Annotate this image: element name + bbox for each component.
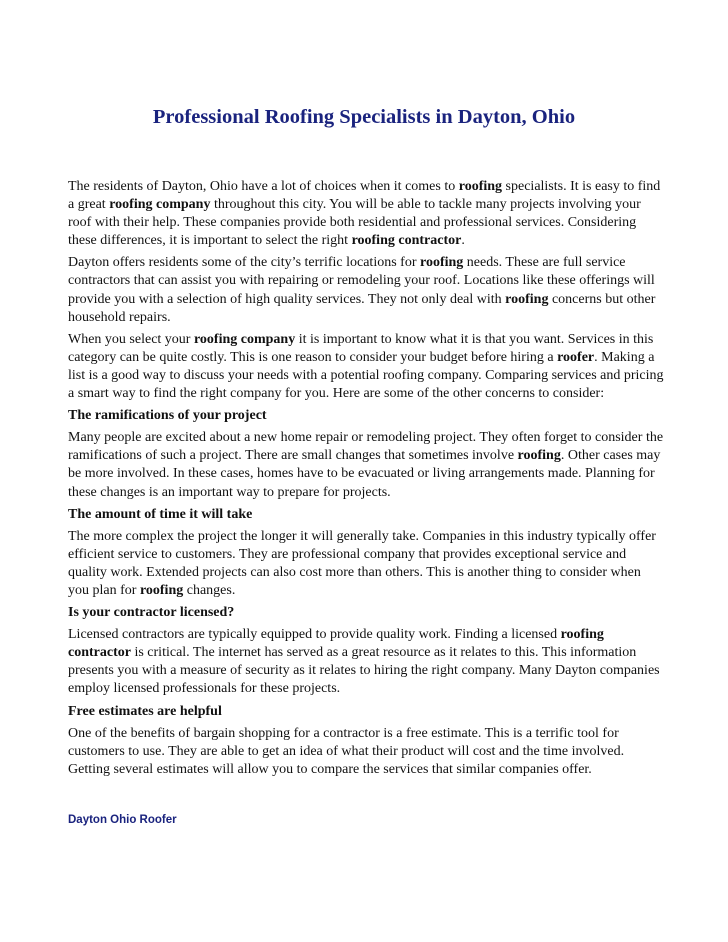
locations-paragraph [68,254,664,326]
keyword-roofing-contractor: roofing contractor [351,233,462,249]
page-title: Professional Roofing Specialists in Dayton, Ohio [152,106,576,128]
dayton-ohio-roofer-link[interactable]: Dayton Ohio Roofer [68,814,177,826]
intro-paragraph [68,178,664,250]
text-run: . Making a list is a good way to discuss your needs with a potential roofing company. Comparing services and pricing a smart way to find the right company for you. Here are some of the other concerns to consider: [68,349,664,402]
section-heading-licensed [68,604,664,622]
text-run: throughout this city. You will be able to tackle many projects involving your roof with their help. These companies provide both residential and professional services. Considering these differences, it is important to select the right [68,197,641,249]
keyword-roofing: roofing [458,179,503,194]
text-run: specialists. It is easy to find a great [68,179,661,213]
estimates-paragraph [68,725,664,779]
ramifications-paragraph [68,429,664,501]
keyword-roofing: roofing [517,448,561,464]
keyword-roofing-contractor: roofing contractor [68,627,604,661]
text-run: The more complex the project the longer it will generally take. Companies in this industry typically offer efficient service to customers. They are professional company that provides exceptional service and quality work. Extended projects can also cost more than others. This is another thing to consider when you plan for [68,528,656,598]
text-run: it is important to know what it is that you want. Services in this category can be quite costly. This is one reason to consider your budget before hiring a [68,331,654,365]
licensed-paragraph [68,626,664,698]
section-heading-text: The amount of time it will take [68,506,253,522]
section-heading-text: The ramifications of your project [68,408,267,424]
text-run: The residents of Dayton, Ohio have a lot of choices when it comes to [68,179,459,194]
text-run: changes. [183,582,236,598]
text-run: needs. These are full service contractors that can assist you with repairing or remodeling your roof. Locations like these offerings will provide you with a selection of high quality services. They not only deal with [68,255,655,307]
time-paragraph [68,528,664,600]
section-heading-estimates [68,703,664,721]
text-run: is critical. The internet has served as a great resource as it relates to this. This information presents you with a measure of security as it relates to hiring the right company. Many Dayton companies employ licensed professionals for these projects. [68,645,660,697]
keyword-roofing: roofing [419,255,464,271]
text-run: Dayton offers residents some of the city’s terrific locations for [68,255,420,271]
section-heading-ramifications [68,407,664,425]
article-body [68,178,664,783]
keyword-roofing: roofing [505,291,549,307]
keyword-roofing-company: roofing company [109,197,211,213]
text-run: Licensed contractors are typically equipped to provide quality work. Finding a licensed [68,627,561,643]
selection-paragraph [68,331,664,403]
keyword-roofing-company: roofing company [193,331,296,347]
keyword-roofing: roofing [139,582,184,598]
text-run: Many people are excited about a new home repair or remodeling project. They often forget to consider the ramifications of such a project. There are small changes that sometimes involve [68,430,664,464]
text-run: . Other cases may be more involved. In these cases, homes have to be evacuated or living arrangements made. Planning for these changes is an important way to prepare for projects. [68,448,661,500]
section-heading-time [68,506,664,524]
text-run: One of the benefits of bargain shopping for a contractor is a free estimate. This is a terrific tool for customers to use. They are able to get an idea of what their product will cost and the time involved. Getting several estimates will allow you to compare the services that similar companies offer. [68,725,625,777]
section-heading-text: Is your contractor licensed? [68,605,235,621]
section-heading-text: Free estimates are helpful [68,703,222,719]
keyword-roofer: roofer [557,349,595,365]
text-run: . [461,233,465,249]
text-run: concerns but other household repairs. [68,291,656,325]
text-run: When you select your [68,331,194,347]
